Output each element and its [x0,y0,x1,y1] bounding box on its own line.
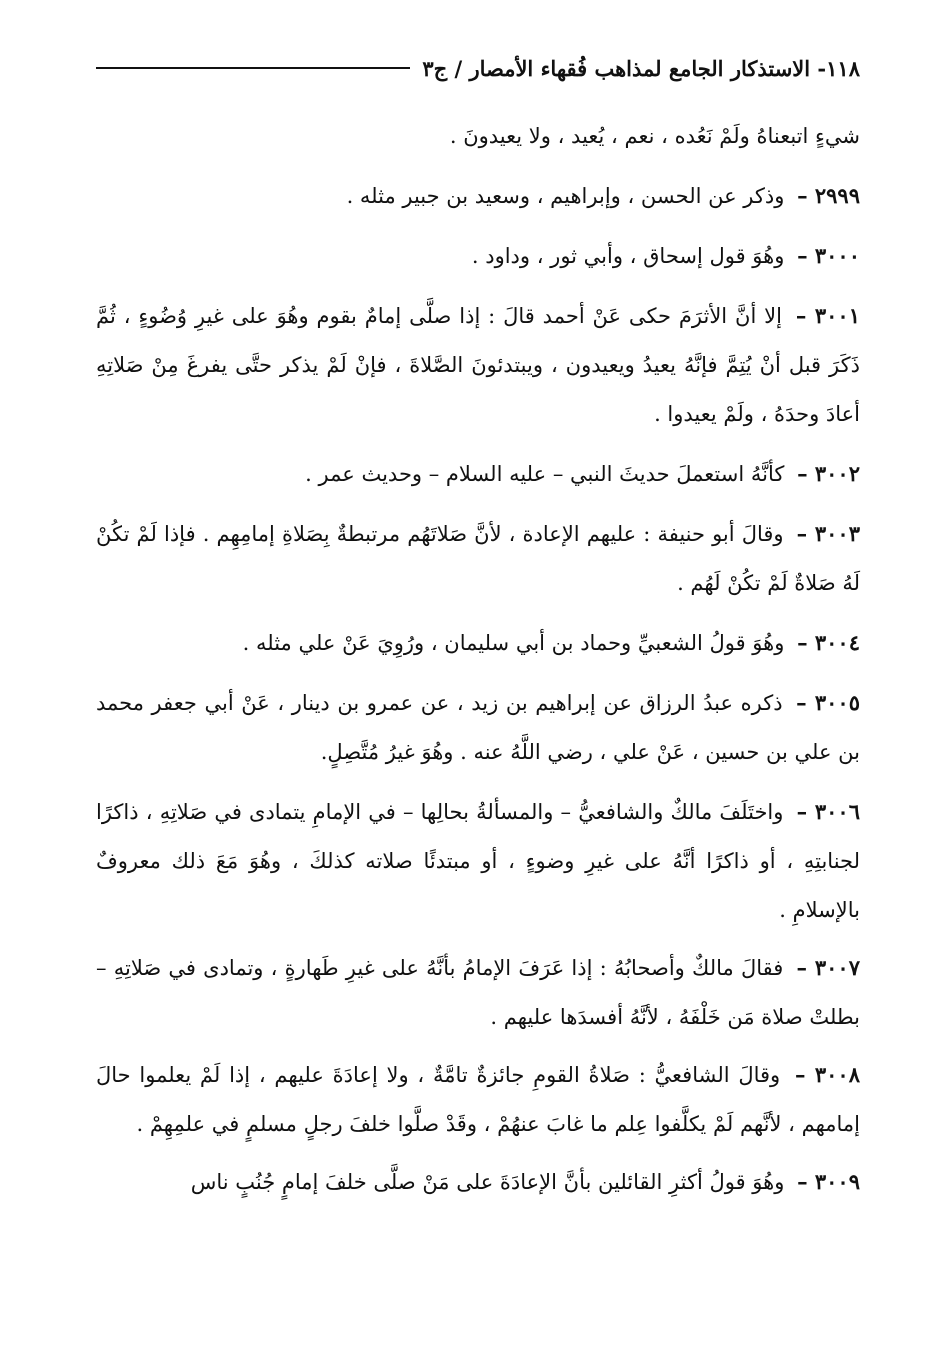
paragraph-3003 [96,509,860,608]
paragraph-number: ٣٠٠٤ – [797,630,860,655]
paragraph-text: كأنَّهُ استعملَ حديثَ النبي – عليه السلام – وحديث عمر . [305,462,785,486]
paragraph-continuation [96,112,860,161]
paragraph-text: واختَلَفَ مالكٌ والشافعيُّ – والمسألةُ بحالِها – في الإمامِ يتمادى في صَلاتِهِ ، ذاكرًا لجنابتِهِ ، أو ذاكرًا أنَّهُ على غيرِ وضوءٍ ، أو مبتدئًا صلاته كذلكَ ، وهُوَ مَعَ ذلك معروفٌ بالإسلامِ . [96,800,860,922]
paragraph-number: ٣٠٠٣ – [796,521,860,546]
paragraph-text: شيءٍ اتبعناهُ ولَمْ نَعُده ، نعم ، يُعيد ، ولا يعيدونَ . [449,124,860,148]
paragraph-3001 [96,291,860,439]
paragraph-text: فقالَ مالكٌ وأصحابُهُ : إذا عَرَفَ الإمامُ بأنَّهُ على غيرِ طَهارةٍ ، وتمادى في صَلاتِهِ – بطلتْ صلاة مَن خَلْفَهُ ، لأنَّهُ أفسدَها عليهم . [96,956,860,1029]
paragraph-text: إلا أنَّ الأثرَمَ حكى عَنْ أحمد قالَ : إذا صلَّى إمامٌ بقوم وهُوَ على غيرِ وُضُوءٍ ، ثُمَّ ذَكَرَ قبل أنْ يُتِمَّ فإنَّهُ يعيدُ ويعيدون ، ويبتدئونَ الصَّلاةَ ، فإنْ لَمْ يذكر حتَّى يفرغَ مِنْ صَلاتِهِ أعادَ وحدَهُ ، ولَمْ يعيدوا . [96,304,860,426]
paragraph-number: ٣٠٠٩ – [797,1169,860,1194]
paragraph-text: ذكره عبدُ الرزاق عن إبراهيم بن زيد ، عن عمرو بن دينار ، عَنْ أبي جعفر محمد بن علي بن حسين ، عَنْ علي ، رضي اللَّهُ عنه . وهُوَ غيرُ مُتَّصِلٍ. [96,691,860,764]
paragraph-3009 [96,1157,860,1207]
paragraph-number: ٣٠٠٦ – [796,799,860,824]
paragraph-3004 [96,618,860,668]
body-text [96,112,860,1215]
paragraph-number: ٣٠٠٢ – [797,461,860,486]
paragraph-text: وهُوَ قولُ الشعبيِّ وحماد بن أبي سليمان ، ورُوِيَ عَنْ علي مثله . [242,631,785,655]
paragraph-3005 [96,678,860,777]
page-header [96,48,860,88]
paragraph-3006 [96,787,860,935]
paragraph-text: وذكر عن الحسن ، وإبراهيم ، وسعيد بن جبير مثله . [346,184,785,208]
paragraph-3007 [96,943,860,1042]
paragraph-text: وقالَ الشافعيُّ : صَلاةُ القومِ جائزةٌ تامَّةٌ ، ولا إعادَةَ عليهم ، إذا لَمْ يعلموا حالَ إمامهم ، لأنَّهم لَمْ يكلَّفوا عِلم ما غابَ عنهُمْ ، وقَدْ صلَّوا خلفَ رجلٍ مسلمٍ في علمِهِمْ . [96,1063,860,1136]
paragraph-number: ٣٠٠٨ – [794,1062,860,1087]
paragraph-2999 [96,171,860,221]
paragraph-text: وهُوَ قول إسحاق ، وأبي ثور ، وداود . [471,244,785,268]
paragraph-text: وقالَ أبو حنيفة : عليهم الإعادة ، لأنَّ صَلاتَهُم مرتبطةٌ بِصَلاةِ إمامِهِم . فإذا لَمْ تكُنْ لَهُ صَلاةٌ لَمْ تكُنْ لَهُم . [96,522,860,595]
header-rule [96,67,410,69]
paragraph-text: وهُوَ قولُ أكثرِ القائلين بأنَّ الإعادَةَ على مَنْ صلَّى خلفَ إمامٍ جُنُبٍ ناس [190,1170,785,1194]
paragraph-3008 [96,1050,860,1149]
paragraph-number: ٣٠٠٧ – [796,955,860,980]
paragraph-number: ٣٠٠١ – [795,303,860,328]
paragraph-3002 [96,449,860,499]
paragraph-number: ٣٠٠٥ – [796,690,860,715]
paragraph-number: ٣٠٠٠ – [797,243,860,268]
running-title: ١١٨- الاستذكار الجامع لمذاهب فُقهاء الأمصار / ج٣ [422,55,860,81]
paragraph-number: ٢٩٩٩ – [797,183,860,208]
paragraph-3000 [96,231,860,281]
